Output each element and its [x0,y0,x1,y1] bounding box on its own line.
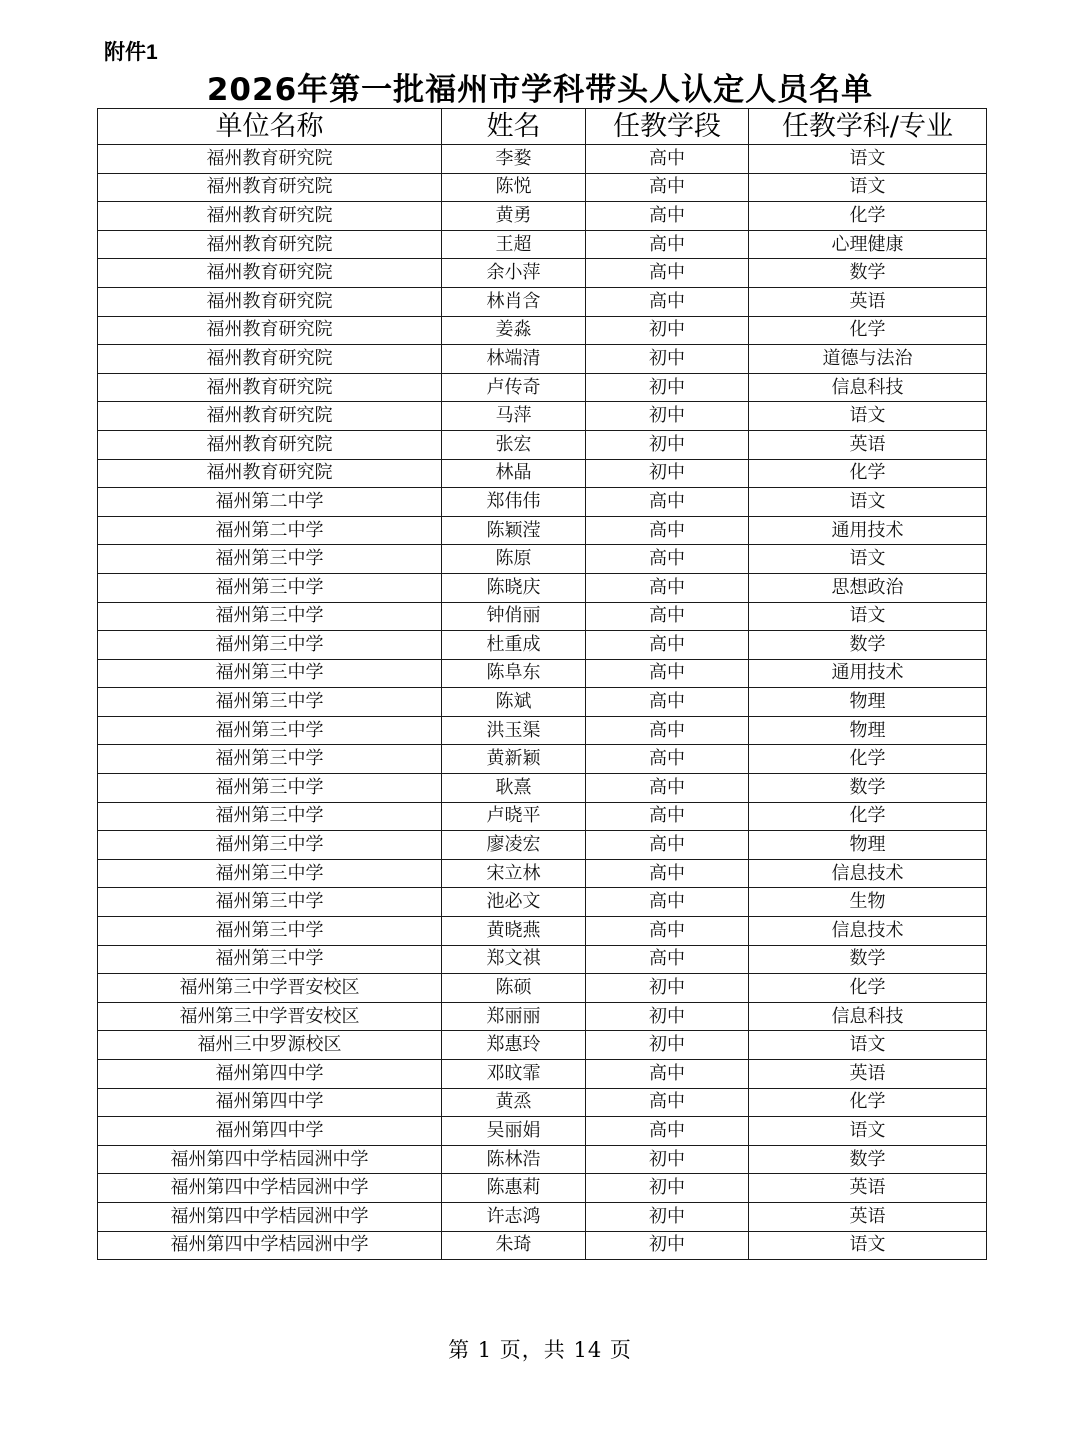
cell-teaching-stage: 初中 [586,1145,749,1174]
cell-teaching-stage: 高中 [586,859,749,888]
cell-person-name: 李婺 [442,145,586,174]
header-teaching-stage: 任教学段 [586,109,749,145]
cell-teaching-subject: 化学 [749,1088,987,1117]
cell-teaching-subject: 心理健康 [749,230,987,259]
cell-teaching-subject: 化学 [749,974,987,1003]
cell-unit-name: 福州第二中学 [98,516,442,545]
cell-teaching-stage: 初中 [586,974,749,1003]
table-row [98,173,987,202]
cell-teaching-stage: 高中 [586,774,749,803]
cell-person-name: 郑丽丽 [442,1002,586,1031]
cell-person-name: 杜重成 [442,631,586,660]
cell-person-name: 邓旼霏 [442,1060,586,1089]
cell-teaching-subject: 英语 [749,1174,987,1203]
roster-table [97,108,987,1260]
table-row [98,545,987,574]
cell-teaching-stage: 初中 [586,1031,749,1060]
cell-person-name: 林晶 [442,459,586,488]
table-row [98,573,987,602]
cell-teaching-stage: 高中 [586,230,749,259]
cell-teaching-stage: 初中 [586,402,749,431]
table-row [98,1117,987,1146]
cell-unit-name: 福州第三中学 [98,745,442,774]
cell-person-name: 卢晓平 [442,802,586,831]
cell-unit-name: 福州第三中学 [98,831,442,860]
cell-teaching-stage: 初中 [586,1202,749,1231]
table-row [98,402,987,431]
table-row [98,459,987,488]
cell-person-name: 黄晓燕 [442,917,586,946]
cell-teaching-subject: 语文 [749,173,987,202]
header-person-name: 姓名 [442,109,586,145]
table-row [98,917,987,946]
table-row [98,516,987,545]
cell-unit-name: 福州三中罗源校区 [98,1031,442,1060]
cell-teaching-stage: 初中 [586,1174,749,1203]
table-row [98,373,987,402]
cell-person-name: 郑文祺 [442,945,586,974]
cell-unit-name: 福州第四中学桔园洲中学 [98,1231,442,1260]
cell-teaching-stage: 高中 [586,202,749,231]
cell-person-name: 陈林浩 [442,1145,586,1174]
cell-unit-name: 福州教育研究院 [98,230,442,259]
table-row [98,602,987,631]
cell-teaching-stage: 高中 [586,831,749,860]
cell-teaching-subject: 通用技术 [749,516,987,545]
table-row [98,688,987,717]
cell-teaching-stage: 高中 [586,573,749,602]
cell-unit-name: 福州第三中学 [98,945,442,974]
table-row [98,974,987,1003]
cell-teaching-subject: 语文 [749,1231,987,1260]
cell-unit-name: 福州第三中学 [98,917,442,946]
cell-person-name: 朱琦 [442,1231,586,1260]
cell-person-name: 陈阜东 [442,659,586,688]
cell-teaching-subject: 数学 [749,631,987,660]
table-row [98,631,987,660]
cell-teaching-stage: 高中 [586,945,749,974]
cell-person-name: 陈颖滢 [442,516,586,545]
cell-person-name: 陈晓庆 [442,573,586,602]
cell-teaching-subject: 道德与法治 [749,345,987,374]
cell-teaching-stage: 初中 [586,345,749,374]
cell-teaching-subject: 语文 [749,545,987,574]
table-row [98,1031,987,1060]
cell-teaching-subject: 数学 [749,1145,987,1174]
cell-teaching-stage: 初中 [586,373,749,402]
cell-teaching-stage: 高中 [586,745,749,774]
cell-unit-name: 福州教育研究院 [98,316,442,345]
cell-teaching-stage: 高中 [586,1060,749,1089]
cell-teaching-subject: 化学 [749,459,987,488]
cell-unit-name: 福州第四中学桔园洲中学 [98,1174,442,1203]
cell-teaching-subject: 物理 [749,831,987,860]
cell-teaching-subject: 语文 [749,602,987,631]
cell-unit-name: 福州第三中学 [98,688,442,717]
cell-person-name: 陈硕 [442,974,586,1003]
cell-unit-name: 福州第四中学 [98,1117,442,1146]
table-row [98,430,987,459]
cell-teaching-subject: 信息技术 [749,917,987,946]
cell-person-name: 王超 [442,230,586,259]
cell-teaching-subject: 语文 [749,402,987,431]
cell-teaching-stage: 高中 [586,287,749,316]
cell-teaching-stage: 高中 [586,173,749,202]
table-row [98,287,987,316]
cell-unit-name: 福州教育研究院 [98,145,442,174]
cell-teaching-subject: 语文 [749,145,987,174]
cell-teaching-subject: 数学 [749,259,987,288]
cell-teaching-stage: 高中 [586,917,749,946]
table-row [98,259,987,288]
table-row [98,230,987,259]
table-row [98,888,987,917]
cell-unit-name: 福州教育研究院 [98,430,442,459]
table-row [98,1088,987,1117]
cell-person-name: 林肖含 [442,287,586,316]
cell-teaching-stage: 初中 [586,1231,749,1260]
cell-unit-name: 福州教育研究院 [98,459,442,488]
document-title: 2026年第一批福州市学科带头人认定人员名单 [206,72,874,108]
table-row [98,1202,987,1231]
cell-person-name: 许志鸿 [442,1202,586,1231]
cell-person-name: 林端清 [442,345,586,374]
table-row [98,859,987,888]
cell-teaching-stage: 高中 [586,688,749,717]
cell-teaching-stage: 高中 [586,145,749,174]
table-row [98,202,987,231]
cell-teaching-subject: 生物 [749,888,987,917]
cell-teaching-stage: 高中 [586,1117,749,1146]
cell-teaching-subject: 语文 [749,1031,987,1060]
cell-teaching-subject: 数学 [749,945,987,974]
table-row [98,1174,987,1203]
cell-teaching-subject: 英语 [749,287,987,316]
table-row [98,802,987,831]
cell-person-name: 黄勇 [442,202,586,231]
cell-teaching-subject: 信息技术 [749,859,987,888]
cell-person-name: 余小萍 [442,259,586,288]
cell-teaching-stage: 高中 [586,259,749,288]
cell-unit-name: 福州教育研究院 [98,402,442,431]
cell-teaching-stage: 初中 [586,1002,749,1031]
table-row [98,1231,987,1260]
cell-teaching-subject: 通用技术 [749,659,987,688]
cell-unit-name: 福州教育研究院 [98,287,442,316]
cell-person-name: 陈斌 [442,688,586,717]
table-row [98,774,987,803]
table-row [98,945,987,974]
cell-teaching-subject: 信息科技 [749,1002,987,1031]
cell-teaching-stage: 高中 [586,631,749,660]
cell-unit-name: 福州第三中学 [98,545,442,574]
cell-teaching-subject: 英语 [749,1060,987,1089]
table-row [98,1060,987,1089]
cell-teaching-subject: 数学 [749,774,987,803]
cell-person-name: 张宏 [442,430,586,459]
cell-person-name: 姜淼 [442,316,586,345]
table-row [98,145,987,174]
cell-unit-name: 福州第三中学 [98,602,442,631]
cell-teaching-subject: 化学 [749,745,987,774]
cell-person-name: 卢传奇 [442,373,586,402]
cell-teaching-stage: 高中 [586,602,749,631]
cell-unit-name: 福州第三中学晋安校区 [98,974,442,1003]
cell-unit-name: 福州教育研究院 [98,345,442,374]
cell-person-name: 马萍 [442,402,586,431]
cell-person-name: 廖凌宏 [442,831,586,860]
cell-unit-name: 福州教育研究院 [98,202,442,231]
cell-person-name: 洪玉渠 [442,716,586,745]
cell-teaching-stage: 高中 [586,659,749,688]
table-row [98,1002,987,1031]
cell-unit-name: 福州第三中学 [98,802,442,831]
table-row [98,1145,987,1174]
table-row [98,745,987,774]
table-row [98,488,987,517]
cell-person-name: 陈原 [442,545,586,574]
cell-unit-name: 福州第二中学 [98,488,442,517]
cell-teaching-subject: 物理 [749,688,987,717]
cell-teaching-stage: 高中 [586,888,749,917]
cell-person-name: 郑惠玲 [442,1031,586,1060]
cell-person-name: 池必文 [442,888,586,917]
cell-unit-name: 福州教育研究院 [98,173,442,202]
cell-unit-name: 福州教育研究院 [98,259,442,288]
table-row [98,659,987,688]
roster-table-body [98,145,987,1260]
cell-person-name: 陈惠莉 [442,1174,586,1203]
header-teaching-subject: 任教学科/专业 [749,109,987,145]
cell-unit-name: 福州第三中学 [98,888,442,917]
cell-person-name: 郑伟伟 [442,488,586,517]
cell-unit-name: 福州第四中学 [98,1088,442,1117]
cell-person-name: 黄烝 [442,1088,586,1117]
table-row [98,345,987,374]
cell-teaching-stage: 高中 [586,1088,749,1117]
cell-person-name: 钟俏丽 [442,602,586,631]
cell-unit-name: 福州第三中学 [98,859,442,888]
cell-unit-name: 福州第三中学 [98,659,442,688]
cell-teaching-stage: 高中 [586,516,749,545]
cell-teaching-stage: 初中 [586,459,749,488]
page-footer: 第 1 页，共 14 页 [448,1338,632,1362]
cell-unit-name: 福州第三中学 [98,716,442,745]
cell-teaching-subject: 化学 [749,202,987,231]
cell-teaching-subject: 英语 [749,430,987,459]
cell-teaching-stage: 高中 [586,716,749,745]
cell-unit-name: 福州教育研究院 [98,373,442,402]
cell-teaching-subject: 化学 [749,802,987,831]
cell-teaching-stage: 高中 [586,488,749,517]
cell-person-name: 陈悦 [442,173,586,202]
cell-person-name: 耿熹 [442,774,586,803]
table-row [98,831,987,860]
cell-unit-name: 福州第四中学桔园洲中学 [98,1145,442,1174]
cell-teaching-subject: 语文 [749,1117,987,1146]
attachment-label: 附件1 [104,41,158,64]
cell-person-name: 宋立林 [442,859,586,888]
cell-teaching-stage: 初中 [586,316,749,345]
cell-unit-name: 福州第三中学 [98,774,442,803]
cell-unit-name: 福州第三中学晋安校区 [98,1002,442,1031]
cell-teaching-stage: 高中 [586,545,749,574]
table-row [98,316,987,345]
cell-teaching-subject: 信息科技 [749,373,987,402]
cell-unit-name: 福州第四中学 [98,1060,442,1089]
cell-teaching-subject: 物理 [749,716,987,745]
table-header-row [98,109,987,145]
cell-teaching-stage: 初中 [586,430,749,459]
table-row [98,716,987,745]
cell-unit-name: 福州第三中学 [98,631,442,660]
cell-person-name: 黄新颖 [442,745,586,774]
cell-teaching-subject: 思想政治 [749,573,987,602]
cell-unit-name: 福州第三中学 [98,573,442,602]
cell-person-name: 吴丽娟 [442,1117,586,1146]
cell-teaching-subject: 语文 [749,488,987,517]
cell-teaching-subject: 英语 [749,1202,987,1231]
cell-unit-name: 福州第四中学桔园洲中学 [98,1202,442,1231]
cell-teaching-subject: 化学 [749,316,987,345]
header-unit-name: 单位名称 [98,109,442,145]
cell-teaching-stage: 高中 [586,802,749,831]
